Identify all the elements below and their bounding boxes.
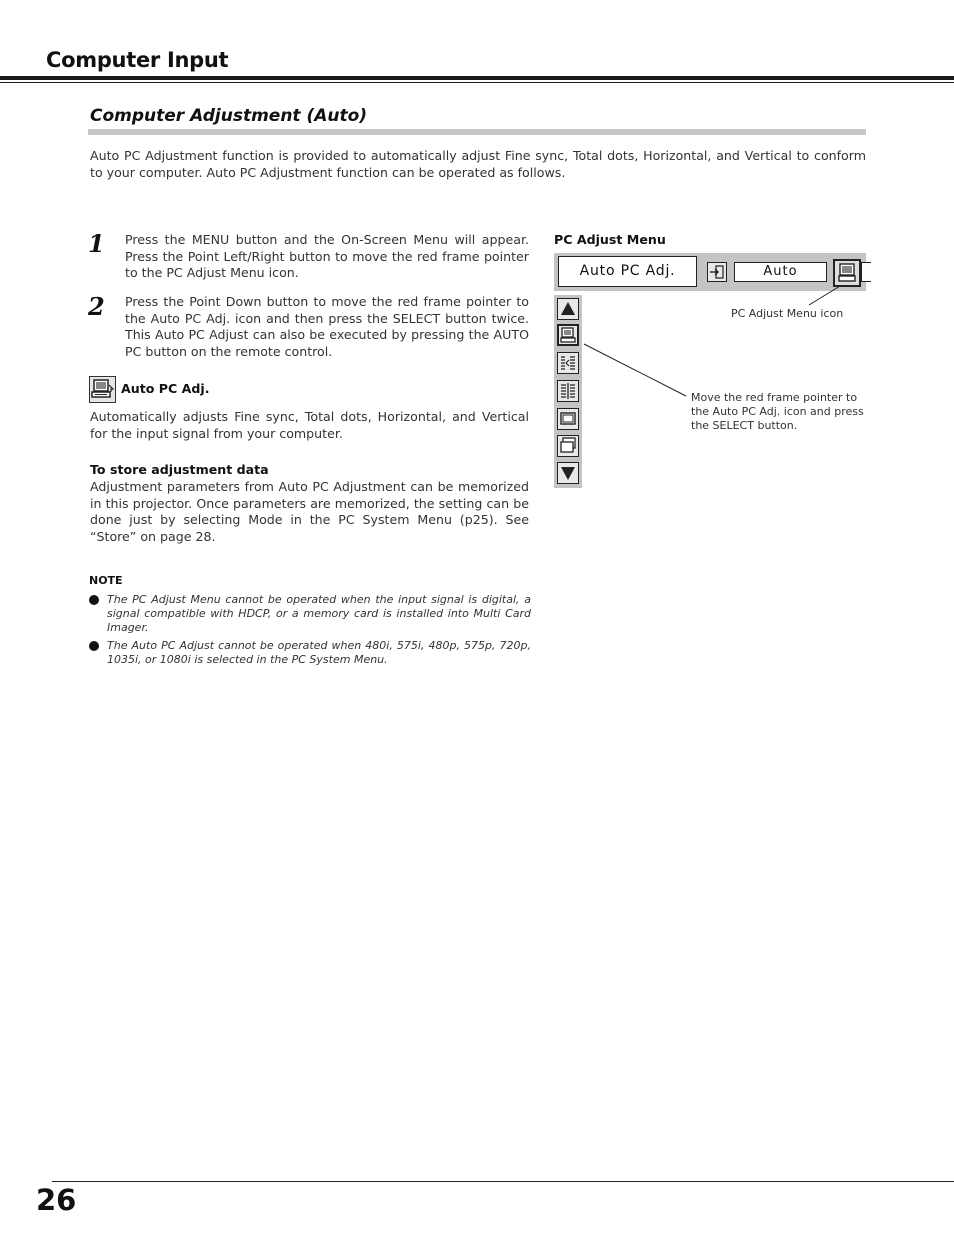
note-bullet-icon <box>89 641 99 651</box>
callout-menu-icon-label: PC Adjust Menu icon <box>731 307 844 320</box>
page-header-title: Computer Input <box>46 48 229 72</box>
step-2-text: Press the Point Down button to move the red frame pointer to the Auto PC Adj. icon and then press the SELECT button twice. This Auto PC Adjust can also be executed by pressing the AUTO PC button on the remote control. <box>125 294 529 359</box>
menu-title-box: Auto PC Adj. <box>558 256 697 287</box>
intro-paragraph: Auto PC Adjustment function is provided to automatically adjust Fine sync, Total dots, Horizontal, and Vertical to conform to your computer. Auto PC Adjustment function can be operated as follows. <box>90 148 866 180</box>
display-area-icon <box>557 435 579 457</box>
menu-mode-box: Auto <box>734 262 827 282</box>
auto-pc-adj-description: Automatically adjusts Fine sync, Total dots, Horizontal, and Vertical for the input signal from your computer. <box>90 409 529 441</box>
note-item: The Auto PC Adjust cannot be operated when 480i, 575i, 480p, 575p, 720p, 1035i, or 1080i is selected in the PC System Menu. <box>107 639 531 666</box>
auto-pc-adj-icon <box>89 376 116 403</box>
menu-heading: PC Adjust Menu <box>554 232 666 247</box>
enter-icon <box>707 262 727 282</box>
callout-pointer-label: Move the red frame pointer to the Auto PC Adj. icon and press the SELECT button. <box>691 391 864 432</box>
step-2-number: 2 <box>88 292 105 321</box>
note-heading: NOTE <box>89 574 123 587</box>
section-title: Computer Adjustment (Auto) <box>90 106 368 126</box>
position-icon <box>557 408 579 430</box>
note-item: The PC Adjust Menu cannot be operated when the input signal is digital, a signal compatible with HDCP, or a memory card is installed into Multi Card Imager. <box>107 593 531 634</box>
page-number: 26 <box>36 1183 77 1217</box>
section-bar <box>88 129 866 135</box>
step-1-number: 1 <box>88 229 105 258</box>
header-rule-thin <box>0 82 954 83</box>
store-body: Adjustment parameters from Auto PC Adjustment can be memorized in this projector. Once parameters are memorized, the setting can be done just by selecting Mode in the PC System Menu (p25). See “Store” on page 28. <box>90 479 529 544</box>
next-menu-icon <box>861 262 871 282</box>
step-1-text: Press the MENU button and the On-Screen Menu will appear. Press the Point Left/Right button to move the red frame pointer to the PC Adjust Menu icon. <box>125 232 529 280</box>
footer-rule <box>52 1181 954 1182</box>
auto-pc-adj-label: Auto PC Adj. <box>121 381 210 396</box>
note-bullet-icon <box>89 595 99 605</box>
store-heading: To store adjustment data <box>90 462 269 477</box>
header-rule <box>0 76 954 80</box>
down-arrow-icon <box>557 462 579 484</box>
